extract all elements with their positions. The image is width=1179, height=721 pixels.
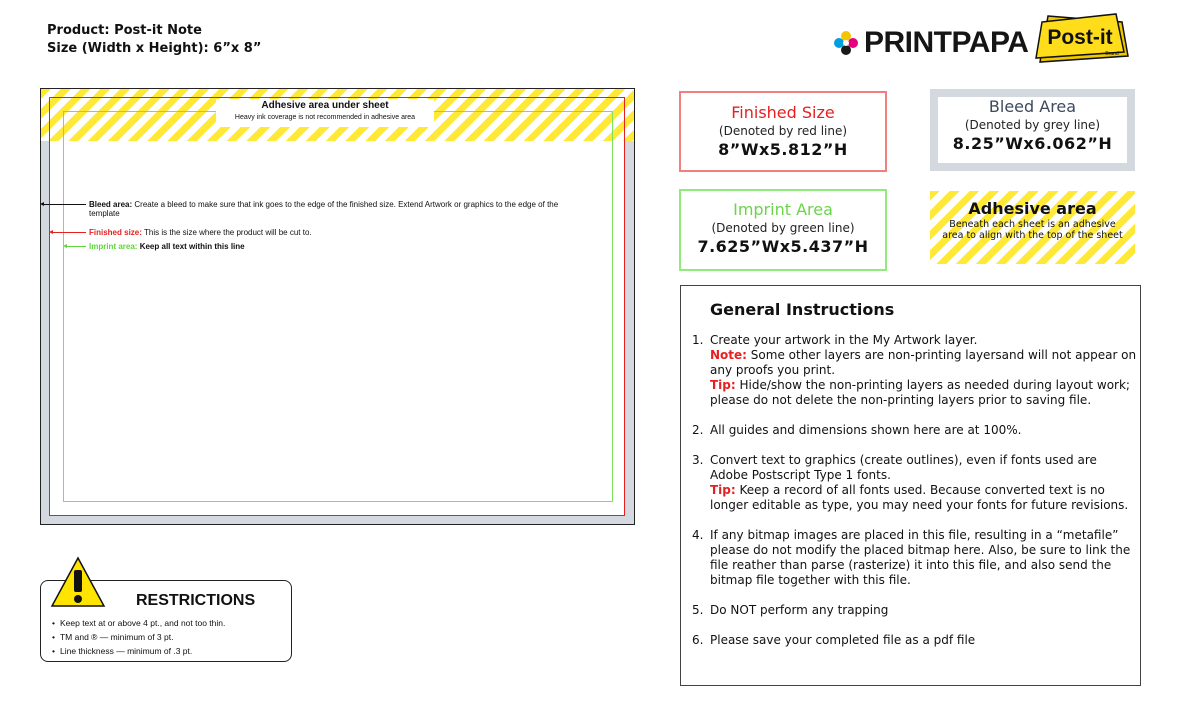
instructions-title: General Instructions — [710, 300, 895, 319]
restrictions-list — [52, 616, 225, 658]
tip-label: Tip: — [710, 378, 736, 392]
adhesive-title: Adhesive area under sheet — [261, 100, 389, 111]
instruction-item — [692, 528, 1137, 588]
postit-wordmark: Post-it — [1047, 26, 1113, 49]
adhesive-area-desc: Beneath each sheet is an adhesive area to align with the top of the sheet — [942, 219, 1123, 241]
product-name: Product: Post-it Note — [47, 23, 202, 38]
note-label: Note: — [710, 348, 747, 362]
postit-brand-text: Brand — [1105, 51, 1119, 57]
finished-size-title: Finished Size — [731, 103, 835, 122]
tip-label: Tip: — [710, 483, 736, 497]
instruction-text: Convert text to graphics (create outlines), even if fonts used are Adobe Postscript Type 1 fonts. — [710, 453, 1097, 482]
postit-logo — [1020, 12, 1130, 68]
printpapa-flower-icon — [832, 29, 860, 57]
instruction-item — [692, 603, 1137, 618]
bleed-guide-text: Create a bleed to make sure that ink goes to the edge of the finished size. Extend Artwork or graphics to the edge of the template — [89, 200, 559, 218]
product-info — [47, 22, 261, 58]
imprint-guide — [89, 242, 245, 251]
tip-text: Keep a record of all fonts used. Because converted text is no longer editable as type, you may need your fonts for future revisions. — [710, 483, 1129, 512]
instruction-number: 2. — [692, 423, 704, 437]
imprint-area-title: Imprint Area — [733, 200, 833, 219]
bleed-guide-label: Bleed area: — [89, 200, 133, 209]
bleed-area-title: Bleed Area — [988, 97, 1077, 116]
instruction-number: 5. — [692, 603, 704, 617]
imprint-guide-label: Imprint area: — [89, 242, 138, 251]
instruction-text: Please save your completed file as a pdf file — [710, 633, 976, 647]
imprint-area-sub: (Denoted by green line) — [711, 221, 855, 235]
printpapa-wordmark: PRINTPAPA — [864, 26, 1029, 59]
instruction-item — [692, 453, 1137, 513]
instruction-item — [692, 333, 1137, 408]
instruction-text: Create your artwork in the My Artwork layer. — [710, 333, 978, 347]
restrictions-title: RESTRICTIONS — [136, 592, 256, 609]
instructions-list — [692, 333, 1137, 663]
finished-arrow-icon — [51, 232, 86, 233]
finished-size-value: 8”Wx5.812”H — [718, 140, 848, 159]
tip-text: Hide/show the non-printing layers as needed during layout work; please do not delete the non-printing layers prior to saving file. — [710, 378, 1130, 407]
note-text: Some other layers are non-printing layersand will not appear on any proofs you print. — [710, 348, 1137, 377]
adhesive-label — [216, 99, 434, 127]
imprint-area-box — [679, 189, 887, 271]
adhesive-area-box — [930, 191, 1135, 264]
bleed-area-sub: (Denoted by grey line) — [964, 118, 1101, 132]
warning-icon — [50, 556, 106, 608]
bleed-area-value: 8.25”Wx6.062”H — [952, 134, 1113, 153]
instruction-item — [692, 633, 1137, 648]
product-size: Size (Width x Height): 6”x 8” — [47, 41, 262, 56]
bleed-guide — [89, 200, 569, 218]
instruction-number: 3. — [692, 453, 704, 467]
instruction-note — [710, 348, 1137, 378]
instruction-text: If any bitmap images are placed in this file, resulting in a “metafile” please do not modify the placed bitmap here. Also, be sure to link the file reather than parse (rasterize) it into this file, and also send the bitmap file together with this file. — [710, 528, 1131, 587]
adhesive-area-title: Adhesive area — [968, 199, 1097, 218]
finished-size-box — [679, 91, 887, 172]
instruction-text: Do NOT perform any trapping — [710, 603, 889, 617]
imprint-arrow-icon — [65, 246, 86, 247]
instruction-number: 1. — [692, 333, 704, 347]
instruction-text: All guides and dimensions shown here are at 100%. — [710, 423, 1022, 437]
imprint-area-line — [63, 111, 613, 502]
restriction-item: • Keep text at or above 4 pt., and not too thin. — [52, 616, 225, 630]
finished-guide-text: This is the size where the product will be cut to. — [143, 228, 312, 237]
instruction-tip — [710, 378, 1137, 408]
restriction-item: • TM and ® — minimum of 3 pt. — [52, 630, 225, 644]
instruction-tip — [710, 483, 1137, 513]
adhesive-note: Heavy ink coverage is not recommended in adhesive area — [234, 114, 416, 121]
printpapa-logo — [832, 27, 1028, 59]
bleed-arrow-icon — [42, 204, 86, 205]
bleed-area-box — [930, 89, 1135, 171]
finished-guide-label: Finished size: — [89, 228, 142, 237]
finished-size-sub: (Denoted by red line) — [718, 124, 848, 138]
finished-guide — [89, 228, 312, 237]
instruction-number: 6. — [692, 633, 704, 647]
imprint-area-value: 7.625”Wx5.437”H — [697, 237, 869, 256]
instruction-number: 4. — [692, 528, 704, 542]
bleed-area-inner — [938, 97, 1127, 163]
instruction-item — [692, 423, 1137, 438]
imprint-guide-text: Keep all text within this line — [139, 242, 245, 251]
restriction-item: • Line thickness — minimum of .3 pt. — [52, 644, 225, 658]
